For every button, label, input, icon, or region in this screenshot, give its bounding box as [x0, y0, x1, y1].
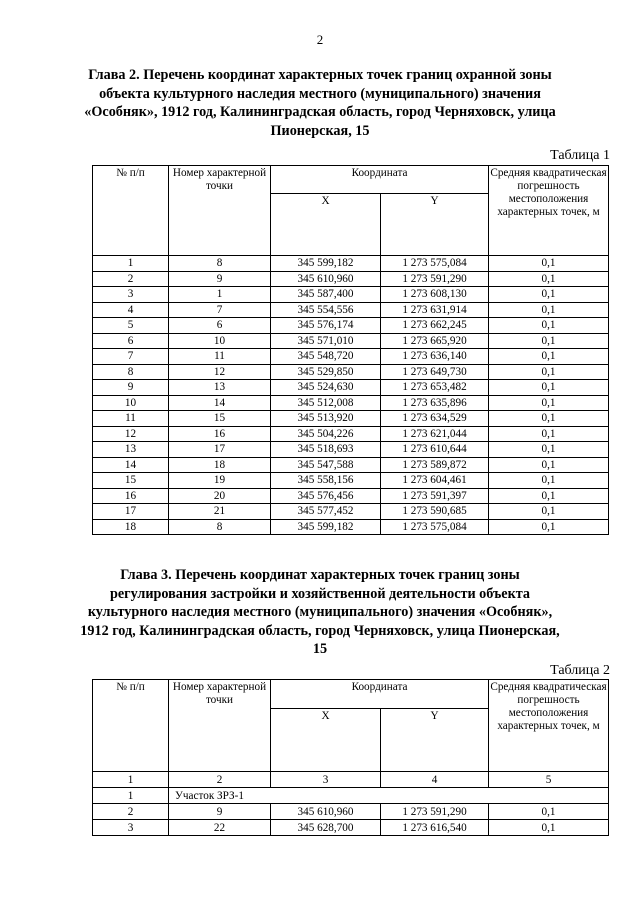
table-row	[93, 519, 609, 535]
cell-num: 7	[93, 349, 169, 365]
table-row	[93, 804, 609, 820]
cell-x: 345 576,174	[271, 318, 381, 334]
cell-point: 22	[169, 820, 271, 836]
cell-x: 345 587,400	[271, 287, 381, 303]
cell-point: 16	[169, 426, 271, 442]
cell-x: 345 548,720	[271, 349, 381, 365]
chapter-2-title: Глава 2. Перечень координат характерных точек границ охранной зоны объекта культурного наследия местного (муниципального) значения «Особняк», 1912 год, Калининградская область, город Черняховск, улица Пионерская, 15	[84, 67, 556, 139]
cell-x: 345 577,452	[271, 504, 381, 520]
table-row	[93, 364, 609, 380]
column-number-row	[93, 772, 609, 788]
cell-error: 0,1	[489, 395, 609, 411]
table-row	[93, 349, 609, 365]
table-row	[93, 411, 609, 427]
header-y: Y	[381, 709, 489, 772]
cell-x: 345 524,630	[271, 380, 381, 396]
table-row	[93, 287, 609, 303]
header-y: Y	[381, 194, 489, 256]
table-row	[93, 442, 609, 458]
cell-x: 345 610,960	[271, 804, 381, 820]
cell-point: 15	[169, 411, 271, 427]
cell-x: 345 599,182	[271, 519, 381, 535]
table-row	[93, 457, 609, 473]
coordinates-table-1	[92, 165, 609, 535]
table-row	[93, 333, 609, 349]
column-number: 4	[381, 772, 489, 788]
cell-y: 1 273 635,896	[381, 395, 489, 411]
cell-x: 345 518,693	[271, 442, 381, 458]
cell-y: 1 273 604,461	[381, 473, 489, 489]
section-row	[93, 788, 609, 804]
cell-point: 8	[169, 256, 271, 272]
cell-num: 17	[93, 504, 169, 520]
column-number: 1	[93, 772, 169, 788]
header-point: Номер характерной точки	[169, 166, 271, 256]
column-number: 3	[271, 772, 381, 788]
cell-num: 1	[93, 256, 169, 272]
cell-y: 1 273 649,730	[381, 364, 489, 380]
cell-error: 0,1	[489, 442, 609, 458]
table-row	[93, 473, 609, 489]
cell-y: 1 273 575,084	[381, 256, 489, 272]
cell-y: 1 273 621,044	[381, 426, 489, 442]
cell-error: 0,1	[489, 411, 609, 427]
cell-error: 0,1	[489, 380, 609, 396]
cell-point: 17	[169, 442, 271, 458]
cell-num: 14	[93, 457, 169, 473]
header-point: Номер характерной точки	[169, 680, 271, 772]
table-row	[93, 256, 609, 272]
cell-point: 14	[169, 395, 271, 411]
cell-point: 12	[169, 364, 271, 380]
cell-y: 1 273 608,130	[381, 287, 489, 303]
cell-num: 16	[93, 488, 169, 504]
cell-y: 1 273 589,872	[381, 457, 489, 473]
cell-x: 345 554,556	[271, 302, 381, 318]
cell-num: 15	[93, 473, 169, 489]
coordinates-table-2	[92, 679, 609, 836]
cell-point: 18	[169, 457, 271, 473]
cell-error: 0,1	[489, 519, 609, 535]
cell-num: 3	[93, 287, 169, 303]
cell-error: 0,1	[489, 426, 609, 442]
table-2-body	[93, 772, 609, 836]
cell-x: 345 571,010	[271, 333, 381, 349]
table-1-caption: Таблица 1	[550, 148, 610, 163]
cell-x: 345 628,700	[271, 820, 381, 836]
cell-y: 1 273 591,290	[381, 804, 489, 820]
cell-error: 0,1	[489, 271, 609, 287]
cell-num: 5	[93, 318, 169, 334]
cell-y: 1 273 591,290	[381, 271, 489, 287]
header-coordinate: Координата	[271, 166, 489, 194]
cell-point: 9	[169, 271, 271, 287]
cell-error: 0,1	[489, 473, 609, 489]
table-2-caption: Таблица 2	[550, 663, 610, 678]
column-number: 2	[169, 772, 271, 788]
cell-num: 12	[93, 426, 169, 442]
cell-y: 1 273 590,685	[381, 504, 489, 520]
cell-num: 10	[93, 395, 169, 411]
cell-num: 13	[93, 442, 169, 458]
cell-num: 9	[93, 380, 169, 396]
table-row	[93, 380, 609, 396]
header-x: X	[271, 709, 381, 772]
header-num: № п/п	[93, 166, 169, 256]
cell-point: 13	[169, 380, 271, 396]
page-number: 2	[316, 32, 324, 47]
cell-error: 0,1	[489, 504, 609, 520]
header-error: Средняя квадратическая погрешность местоположения характерных точек, м	[489, 680, 609, 772]
table-row	[93, 271, 609, 287]
cell-error: 0,1	[489, 256, 609, 272]
table-row	[93, 820, 609, 836]
cell-x: 345 504,226	[271, 426, 381, 442]
cell-num: 4	[93, 302, 169, 318]
cell-num: 3	[93, 820, 169, 836]
cell-error: 0,1	[489, 318, 609, 334]
cell-point: 21	[169, 504, 271, 520]
cell-error: 0,1	[489, 302, 609, 318]
chapter-3-title: Глава 3. Перечень координат характерных точек границ зоны регулирования застройки и хозяйственной деятельности объекта культурного наследия местного (муниципального) значения «Особняк», 1912 год, Калининградская область, город Черняховск, улица Пионерская, 15	[80, 567, 560, 658]
cell-error: 0,1	[489, 804, 609, 820]
cell-x: 345 529,850	[271, 364, 381, 380]
cell-error: 0,1	[489, 287, 609, 303]
cell-y: 1 273 662,245	[381, 318, 489, 334]
cell-point: 10	[169, 333, 271, 349]
cell-y: 1 273 575,084	[381, 519, 489, 535]
cell-point: 20	[169, 488, 271, 504]
section-label: Участок ЗРЗ-1	[169, 788, 609, 804]
cell-error: 0,1	[489, 333, 609, 349]
cell-error: 0,1	[489, 820, 609, 836]
cell-num: 2	[93, 271, 169, 287]
cell-error: 0,1	[489, 457, 609, 473]
cell-error: 0,1	[489, 364, 609, 380]
cell-num: 18	[93, 519, 169, 535]
cell-point: 9	[169, 804, 271, 820]
header-coordinate: Координата	[271, 680, 489, 709]
cell-num: 2	[93, 804, 169, 820]
table-row	[93, 504, 609, 520]
cell-point: 6	[169, 318, 271, 334]
table-1-body	[93, 256, 609, 535]
cell-point: 8	[169, 519, 271, 535]
cell-error: 0,1	[489, 349, 609, 365]
column-number: 5	[489, 772, 609, 788]
cell-y: 1 273 634,529	[381, 411, 489, 427]
cell-x: 345 576,456	[271, 488, 381, 504]
cell-point: 19	[169, 473, 271, 489]
table-row	[93, 395, 609, 411]
section-num: 1	[93, 788, 169, 804]
cell-y: 1 273 631,914	[381, 302, 489, 318]
cell-x: 345 547,588	[271, 457, 381, 473]
table-row	[93, 426, 609, 442]
cell-point: 11	[169, 349, 271, 365]
cell-num: 8	[93, 364, 169, 380]
header-num: № п/п	[93, 680, 169, 772]
cell-y: 1 273 636,140	[381, 349, 489, 365]
cell-y: 1 273 610,644	[381, 442, 489, 458]
cell-y: 1 273 665,920	[381, 333, 489, 349]
header-error: Средняя квадратическая погрешность местоположения характерных точек, м	[489, 166, 609, 256]
cell-y: 1 273 616,540	[381, 820, 489, 836]
table-row	[93, 318, 609, 334]
cell-point: 1	[169, 287, 271, 303]
cell-x: 345 513,920	[271, 411, 381, 427]
cell-y: 1 273 591,397	[381, 488, 489, 504]
table-row	[93, 302, 609, 318]
header-x: X	[271, 194, 381, 256]
cell-num: 6	[93, 333, 169, 349]
cell-x: 345 512,008	[271, 395, 381, 411]
cell-num: 11	[93, 411, 169, 427]
cell-x: 345 610,960	[271, 271, 381, 287]
table-row	[93, 488, 609, 504]
cell-x: 345 599,182	[271, 256, 381, 272]
cell-y: 1 273 653,482	[381, 380, 489, 396]
cell-point: 7	[169, 302, 271, 318]
cell-error: 0,1	[489, 488, 609, 504]
cell-x: 345 558,156	[271, 473, 381, 489]
